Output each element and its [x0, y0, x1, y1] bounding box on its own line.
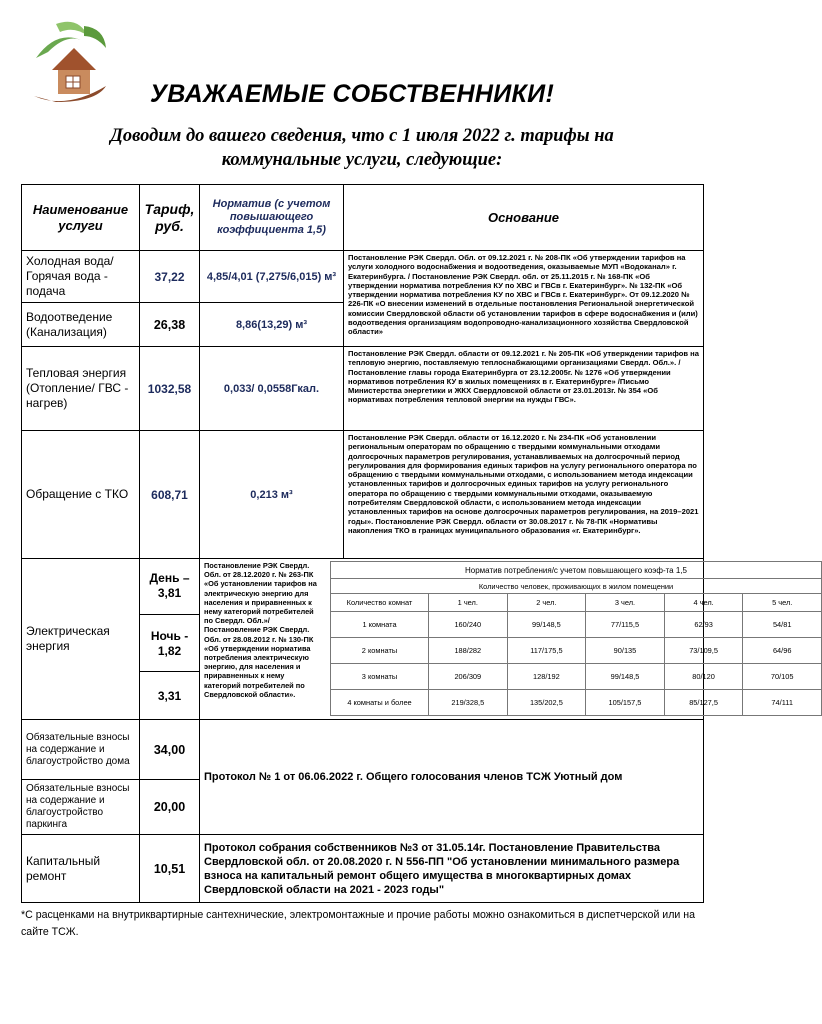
header-tariff: Тариф, руб.	[140, 185, 200, 251]
value-cell: 74/111	[743, 690, 822, 716]
electric-night-tariff: Ночь - 1,82	[150, 629, 189, 658]
value-cell: 90/135	[586, 638, 665, 664]
value-cell: 99/148,5	[586, 664, 665, 690]
table-row	[22, 431, 704, 559]
table-row	[331, 690, 822, 716]
people-col: 2 чел.	[507, 594, 586, 612]
value-cell: 128/192	[507, 664, 586, 690]
rooms-cell: 4 комнаты и более	[331, 690, 429, 716]
people-col: 1 чел.	[429, 594, 508, 612]
table-row	[331, 612, 822, 638]
electric-norm-table	[330, 561, 822, 716]
service-norm: 4,85/4,01 (7,275/6,015) м³	[200, 251, 344, 303]
service-name: Обязательные взносы на содержание и благоустройство паркинга	[22, 780, 140, 835]
table-row	[22, 835, 704, 903]
norm-title: Норматив потребления/с учетом повышающего коэф-та 1,5	[331, 562, 822, 579]
rooms-cell: 3 комнаты	[331, 664, 429, 690]
table-row	[22, 347, 704, 431]
basis-water: Постановление РЭК Свердл. Обл. от 09.12.2021 г. № 208-ПК «Об утверждении тарифов на услуги холодного водоснабжения и водоотведения, оказываемые МУП «Водоканал» г. Екатеринбурга. / Постановление РЭК Свердл. обл. от 25.11.2015 г. № 168-ПК «Об утверждении норматива потребления КУ по ХВС и ГВСв г. Екатеринбург». № 132-ПК «Об утверждении норматива потребления КУ по ХВС и ГВСв г. Екатеринбург». От 09.12.2020 № 226-ПК «О внесении изменений в отдельные постановления Региональной энергетической комиссии Свердловской области об установлении тарифов в сфере водоснабжения и (или) водоотведения организациям водопроводно-канализационного хозяйства Свердловской области»	[344, 251, 704, 347]
service-tariff: 10,51	[140, 835, 200, 903]
table-row	[22, 251, 704, 303]
value-cell: 77/115,5	[586, 612, 665, 638]
service-tariff: 26,38	[140, 303, 200, 347]
value-cell: 54/81	[743, 612, 822, 638]
value-cell: 64/96	[743, 638, 822, 664]
service-name: Капитальный ремонт	[22, 835, 140, 903]
value-cell: 70/105	[743, 664, 822, 690]
service-name: Электрическая энергия	[22, 559, 140, 720]
service-name: Холодная вода/ Горячая вода - подача	[22, 251, 140, 303]
footnote: *С расценками на внутриквартирные сантехнические, электромонтажные и прочие работы можно ознакомиться в диспетчерской или на сайте ТСЖ.	[21, 909, 696, 938]
tariff-table	[21, 184, 794, 903]
table-row-electric	[22, 559, 704, 720]
people-title: Количество человек, проживающих в жилом помещении	[331, 579, 822, 594]
people-col: 5 чел.	[743, 594, 822, 612]
people-col: 3 чел.	[586, 594, 665, 612]
page-subtitle: Доводим до вашего сведения, что с 1 июля 2022 г. тарифы на коммунальные услуги, следующие:	[110, 126, 614, 170]
header-norm: Норматив (с учетом повышающего коэффициента 1,5)	[200, 185, 344, 251]
service-norm: 0,033/ 0,0558Гкал.	[200, 347, 344, 431]
service-tariff: 37,22	[140, 251, 200, 303]
table-row	[331, 664, 822, 690]
value-cell: 160/240	[429, 612, 508, 638]
rooms-header: Количество комнат	[331, 594, 429, 612]
page-title: УВАЖАЕМЫЕ СОБСТВЕННИКИ!	[150, 80, 555, 108]
basis-heat: Постановление РЭК Свердл. области от 09.12.2021 г. № 205-ПК «Об утверждении тарифов на тепловую энергию, поставляемую теплоснабжающими организациями Свердл. Обл.». /Постановление главы города Екатеринбурга от 23.12.2005г. № 1276 «Об утверждении нормативов потребления КУ в жилых помещениях в г. Екатеринбурге» /Письмо Министерства энергетики и ЖКХ Свердловской области от 23.01.2013г. № 354 «Об нормативах потребления тепловой энергии на нужды ГВС».	[344, 347, 704, 431]
rooms-cell: 2 комнаты	[331, 638, 429, 664]
value-cell: 188/282	[429, 638, 508, 664]
value-cell: 135/202,5	[507, 690, 586, 716]
header-name: Наименование услуги	[22, 185, 140, 251]
people-col: 4 чел.	[664, 594, 743, 612]
value-cell: 80/120	[664, 664, 743, 690]
service-norm: 0,213 м³	[200, 431, 344, 559]
value-cell: 105/157,5	[586, 690, 665, 716]
service-name: Обязательные взносы на содержание и благоустройство дома	[22, 720, 140, 780]
value-cell: 62/93	[664, 612, 743, 638]
service-name: Тепловая энергия (Отопление/ ГВС - нагрев)	[22, 347, 140, 431]
header-basis: Основание	[344, 185, 704, 251]
rooms-cell: 1 комната	[331, 612, 429, 638]
service-tariff: 1032,58	[140, 347, 200, 431]
value-cell: 99/148,5	[507, 612, 586, 638]
electric-day-tariff: День – 3,81	[149, 571, 190, 600]
value-cell: 206/309	[429, 664, 508, 690]
value-cell: 117/175,5	[507, 638, 586, 664]
basis-electric: Постановление РЭК Свердл. Обл. от 28.12.2020 г. № 263-ПК «Об установлении тарифов на электрическую энергию для населения и приравненных к нему категорий потребителей по Свердл. Обл.»/ Постановление РЭК Свердл. Обл. от 28.08.2012 г. № 130-ПК «Об утверждении норматива потребления электрическую энергию, для населения и приравненных к нему категорий потребителей по Свердловской области».	[204, 561, 317, 699]
value-cell: 73/109,5	[664, 638, 743, 664]
service-name: Водоотведение (Канализация)	[22, 303, 140, 347]
service-name: Обращение с ТКО	[22, 431, 140, 559]
basis-capital: Протокол собрания собственников №3 от 31.05.14г. Постановление Правительства Свердловской обл. от 20.08.2020 г. N 556-ПП "Об установлении минимального размера взноса на капитальный ремонт общего имущества в многоквартирных домах Свердловской области на 2021 - 2023 годы"	[200, 835, 704, 903]
value-cell: 219/328,5	[429, 690, 508, 716]
table-header-row	[22, 185, 704, 251]
service-norm: 8,86(13,29) м³	[200, 303, 344, 347]
basis-dues: Протокол № 1 от 06.06.2022 г. Общего голосования членов ТСЖ Уютный дом	[200, 720, 704, 835]
value-cell: 85/127,5	[664, 690, 743, 716]
service-tariff: 34,00	[140, 720, 200, 780]
service-tariff: 20,00	[140, 780, 200, 835]
service-tariff: 608,71	[140, 431, 200, 559]
table-row	[22, 720, 704, 780]
electric-single-tariff: 3,31	[157, 689, 182, 703]
basis-tko: Постановление РЭК Свердл. области от 16.12.2020 г. № 234-ПК «Об установлении региональным операторам по обращению с твердыми коммунальными отходами долгосрочных параметров регулирования, устанавливаемых на долгосрочный период регулирования для формирования единых тарифов на услугу регионального оператора по обращению с твердыми коммунальными отходами, с использованием метода индексации установленных тарифов и долгосрочных единых тарифов на услугу регионального оператора по обращению с твердыми коммунальными отходами, оказываемую потребителям Свердловской области, с использованием метода индексации установленных тарифов на основе долгосрочных параметров регулирования, на 2019–2021 годы». Постановление РЭК Свердл. области от 30.08.2017 г. № 78-ПК «Нормативы накопления ТКО в границах муниципального образования «г. Екатеринбург».	[344, 431, 704, 559]
house-logo-icon	[26, 18, 126, 106]
table-row	[331, 638, 822, 664]
